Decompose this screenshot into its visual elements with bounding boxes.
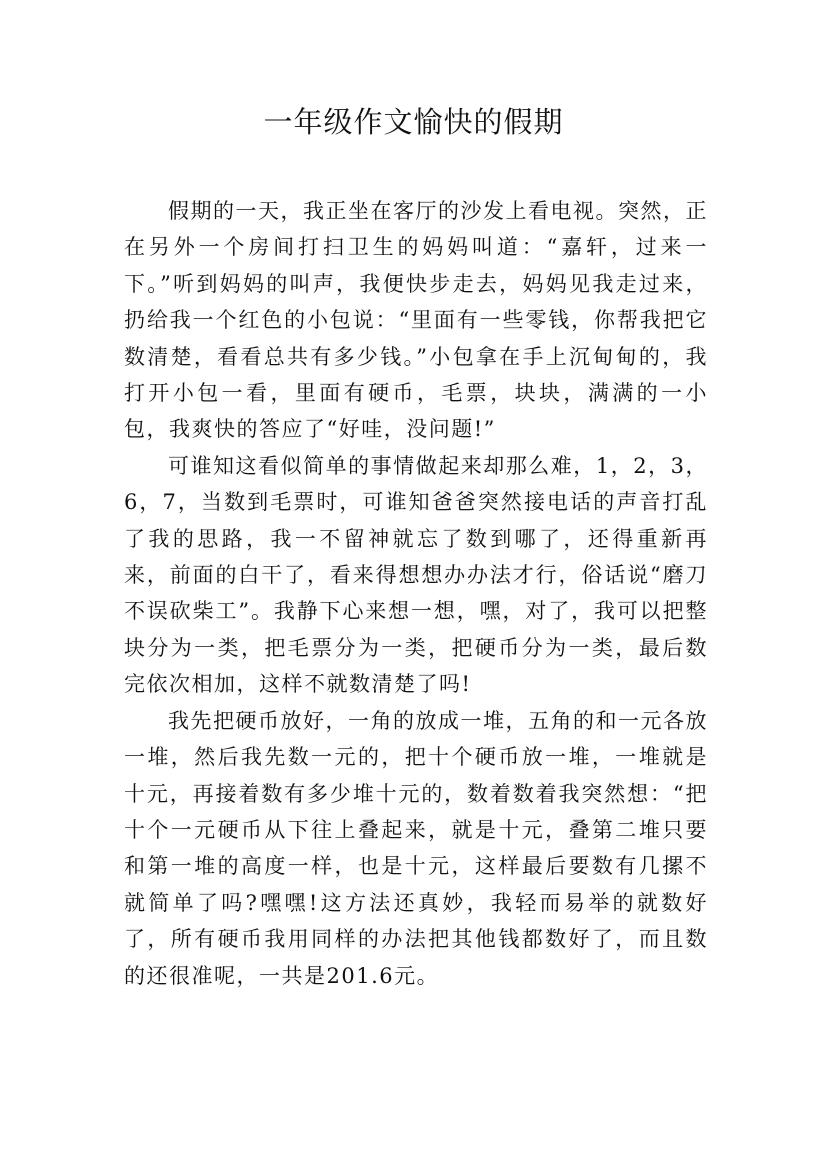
paragraph-3: 我先把硬币放好，一角的放成一堆，五角的和一元各放一堆，然后我先数一元的，把十个硬币放一堆，一堆就是十元，再接着数有多少堆十元的，数着数着我突然想：“把十个一元硬币从下往上叠起来，就是十元，叠第二堆只要和第一堆的高度一样，也是十元，这样最后要数有几摞不就简单了吗?嘿嘿!这方法还真妙，我轻而易举的就数好了，所有硬币我用同样的办法把其他钱都数好了，而且数的还很准呢，一共是201.6元。 xyxy=(124,708,708,988)
document-body xyxy=(124,193,708,994)
document-title: 一年级作文愉快的假期 xyxy=(263,105,564,139)
paragraph-2: 可谁知这看似简单的事情做起来却那么难，1，2，3，6，7，当数到毛票时，可谁知爸爸突然接电话的声音打乱了我的思路，我一不留神就忘了数到哪了，还得重新再来，前面的白干了，看来得想想办办法才行，俗话说“磨刀不误砍柴工”。我静下心来想一想，嘿，对了，我可以把整块分为一类，把毛票分为一类，把硬币分为一类，最后数完依次相加，这样不就数清楚了吗! xyxy=(124,453,708,697)
paragraph-1: 假期的一天，我正坐在客厅的沙发上看电视。突然，正在另外一个房间打扫卫生的妈妈叫道：“嘉轩，过来一下。”听到妈妈的叫声，我便快步走去，妈妈见我走过来，扔给我一个红色的小包说：“里面有一些零钱，你帮我把它数清楚，看看总共有多少钱。”小包拿在手上沉甸甸的，我打开小包一看，里面有硬币，毛票，块块，满满的一小包，我爽快的答应了“好哇，没问题!” xyxy=(124,199,708,442)
